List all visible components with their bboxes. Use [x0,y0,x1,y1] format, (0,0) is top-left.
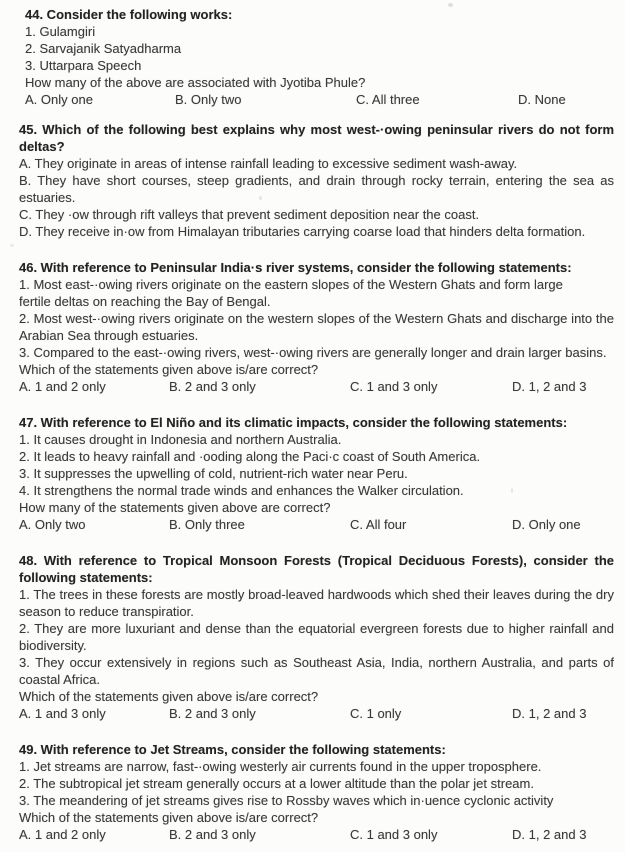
question-46-header: 46. With reference to Peninsular India·s river systems, consider the following statements: [19,260,572,275]
question-47-statement-2: 2. It leads to heavy rainfall and ·ooding along the Paci·c coast of South America. [19,449,481,464]
question-47-header: 47. With reference to El Niño and its climatic impacts, consider the following statements: [19,415,568,430]
question-49-option-a: A. 1 and 2 only [19,827,106,842]
question-46-statement-1: 1. Most east-·owing rivers originate on the eastern slopes of the Western Ghats and form large fertile deltas on reaching the Bay of Bengal. [19,277,563,309]
question-44-option-b: B. Only two [175,92,242,107]
question-49 [19,741,614,843]
question-48-option-a: A. 1 and 3 only [19,706,106,721]
question-48-header: 48. With reference to Tropical Monsoon Forests (Tropical Deciduous Forests), consider the following statements: [19,553,614,585]
question-45-option-a-line: A. They originate in areas of intense rainfall leading to excessive sediment wash-away. [19,156,518,171]
question-47-option-a: A. Only two [19,517,86,532]
question-49-option-b: B. 2 and 3 only [169,827,256,842]
scan-speck [259,196,262,200]
question-44-prompt: How many of the above are associated with Jyotiba Phule? [25,75,366,90]
question-47 [19,414,614,533]
question-46-statement-3: 3. Compared to the east-·owing rivers, west-·owing rivers are generally longer and drain larger basins. [19,345,607,360]
question-47-statement-3: 3. It suppresses the upwelling of cold, nutrient-rich water near Peru. [19,466,408,481]
question-49-statement-2: 2. The subtropical jet stream generally occurs at a lower altitude than the polar jet stream. [19,776,534,791]
question-45 [19,121,614,240]
question-49-statement-3: 3. The meandering of jet streams gives rise to Rossby waves which in·uence cyclonic activity [19,793,554,808]
question-44-item-2: 2. Sarvajanik Satyadharma [25,41,182,56]
question-45-header: 45. Which of the following best explains why most west-·owing peninsular rivers do not form deltas? [19,122,614,154]
question-44-option-d: D. None [518,92,566,107]
question-44-option-a: A. Only one [25,92,93,107]
question-46-prompt: Which of the statements given above is/are correct? [19,362,319,377]
question-44 [19,6,614,108]
question-49-option-d: D. 1, 2 and 3 [512,827,587,842]
question-46-option-a: A. 1 and 2 only [19,379,106,394]
question-48-option-c: C. 1 only [350,706,402,721]
question-47-prompt: How many of the statements given above are correct? [19,500,331,515]
question-46-option-c: C. 1 and 3 only [350,379,438,394]
question-45-option-c-line: C. They ·ow through rift valleys that prevent sediment deposition near the coast. [19,207,480,222]
question-46-options-row [19,378,614,395]
question-48-option-d: D. 1, 2 and 3 [512,706,587,721]
question-47-option-d: D. Only one [512,517,581,532]
question-44-item-3: 3. Uttarpara Speech [25,58,142,73]
question-44-item-1: 1. Gulamgiri [25,24,96,39]
question-48-options-row [19,705,614,722]
question-45-option-b-line: B. They have short courses, steep gradients, and drain through rocky terrain, entering the sea as estuaries. [19,173,614,205]
question-46-option-b: B. 2 and 3 only [169,379,256,394]
question-49-option-c: C. 1 and 3 only [350,827,438,842]
question-49-header: 49. With reference to Jet Streams, consider the following statements: [19,742,446,757]
question-47-statement-4: 4. It strengthens the normal trade winds and enhances the Walker circulation. [19,483,464,498]
question-49-statement-1: 1. Jet streams are narrow, fast-·owing westerly air currents found in the upper troposphere. [19,759,542,774]
scan-speck [511,488,513,493]
question-44-header: 44. Consider the following works: [25,7,233,22]
question-45-option-d-line: D. They receive in·ow from Himalayan tributaries carrying coarse load that hinders delta formation. [19,224,586,239]
question-46-statement-2: 2. Most west-·owing rivers originate on the western slopes of the Western Ghats and discharge into the Arabian Sea through estuaries. [19,311,614,343]
question-49-prompt: Which of the statements given above is/are correct? [19,810,319,825]
question-47-statement-1: 1. It causes drought in Indonesia and northern Australia. [19,432,342,447]
scan-speck [10,244,14,247]
question-48-statement-1: 1. The trees in these forests are mostly broad-leaved hardwoods which shed their leaves during the dry season to reduce transpiratior. [19,587,614,619]
question-46 [19,259,614,395]
question-46-option-d: D. 1, 2 and 3 [512,379,587,394]
question-47-option-b: B. Only three [169,517,245,532]
question-48-statement-2: 2. They are more luxuriant and dense than the equatorial evergreen forests due to higher rainfall and biodiversity. [19,621,614,653]
question-48 [19,552,614,722]
question-44-options-row [25,91,614,108]
question-48-statement-3: 3. They occur extensively in regions such as Southeast Asia, India, northern Australia, and parts of coastal Africa. [19,655,614,687]
question-44-option-c: C. All three [356,92,420,107]
scan-speck [448,3,453,7]
question-48-prompt: Which of the statements given above is/are correct? [19,689,319,704]
question-47-options-row [19,516,614,533]
question-47-option-c: C. All four [350,517,407,532]
question-48-option-b: B. 2 and 3 only [169,706,256,721]
question-49-options-row [19,826,614,843]
